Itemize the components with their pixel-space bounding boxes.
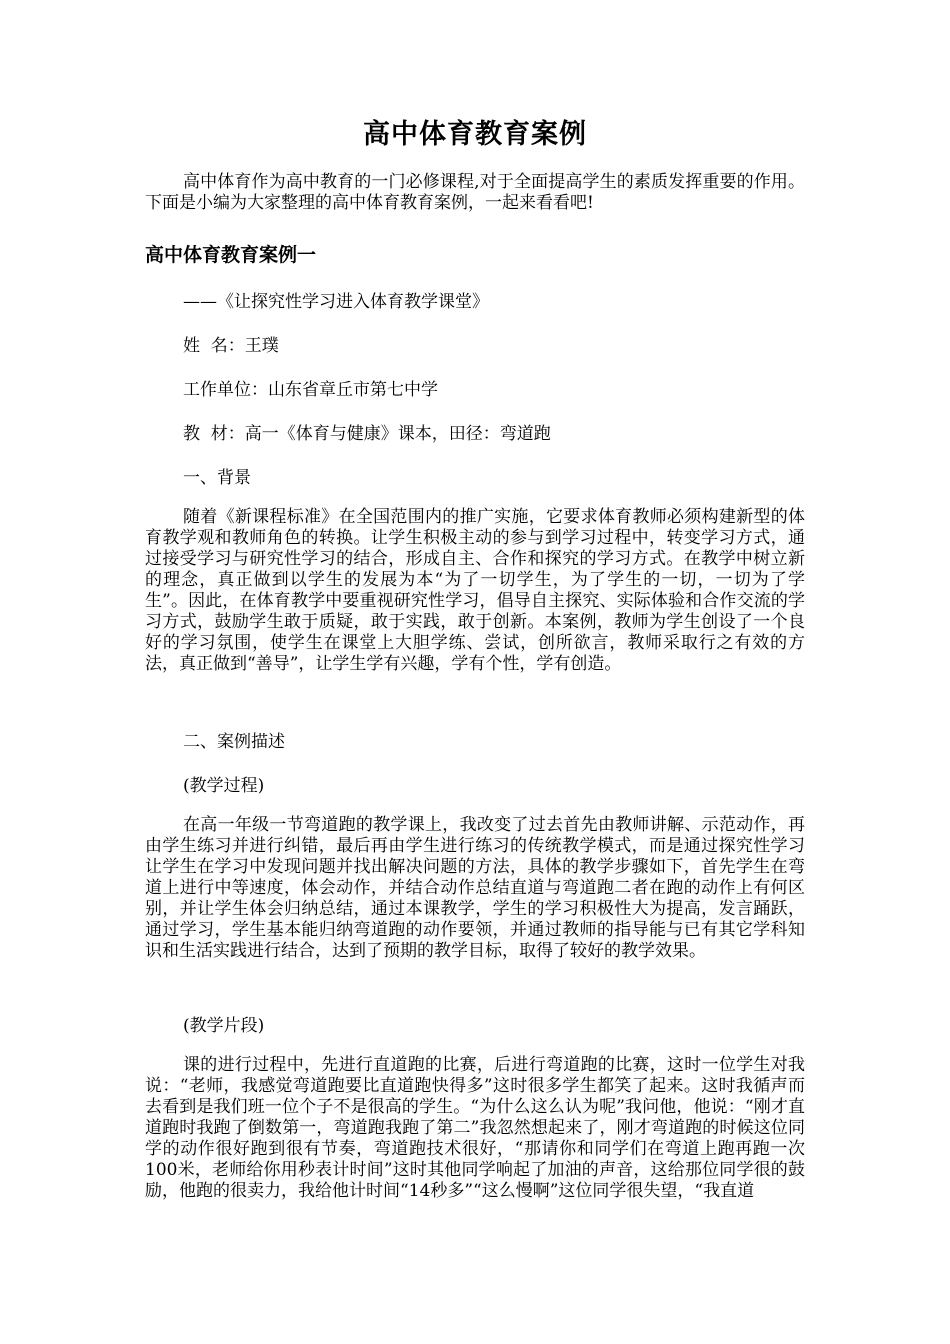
- teaching-fragment-paragraph: 课的进行过程中，先进行直道跑的比赛，后进行弯道跑的比赛，这时一位学生对我说：“老师，我感觉弯道跑要比直道跑快得多”这时很多学生都笑了起来。这时我循声而去看到是我们班一位个子不是很高的学生。“为什么这么认为呢”我问他，他说：“刚才直道跑时我跑了倒数第一，弯道跑我跑了第二”我忽然想起来了，刚才弯道跑的时候这位同学的动作很好跑到很有节奏，弯道跑技术很好，“那请你和同学们在弯道上跑再跑一次100米，老师给你用秒表计时间”这时其他同学响起了加油的声音，这给那位同学很的鼓励，他跑的很卖力，我给他计时间“14秒多”“这么慢啊”这位同学很失望，“我直道: [145, 1055, 805, 1201]
- document-title: 高中体育教育案例: [363, 119, 587, 150]
- teaching-material: 教 材：高一《体育与健康》课本，田径：弯道跑: [183, 424, 551, 444]
- section-background-heading: 一、背景: [183, 468, 251, 488]
- teaching-process-paragraph: 在高一年级一节弯道跑的教学课上，我改变了过去首先由教师讲解、示范动作，再由学生练习并进行纠错，最后再由学生进行练习的传统教学模式，而是通过探究性学习让学生在学习中发现问题并找出解决问题的方法，具体的教学步骤如下，首先学生在弯道上进行中等速度，体会动作，并结合动作总结直道与弯道跑二者在跑的动作上有何区别，并让学生体会归纳总结，通过本课教学，学生的学习积极性大为提高，发言踊跃，通过学习，学生基本能归纳弯道跑的动作要领，并通过教师的指导能与已有其它学科知识和生活实践进行结合，达到了预期的教学目标，取得了较好的教学效果。: [145, 815, 805, 961]
- teaching-process-label: (教学过程): [183, 776, 265, 796]
- intro-paragraph: 高中体育作为高中教育的一门必修课程,对于全面提高学生的素质发挥重要的作用。下面是小编为大家整理的高中体育教育案例，一起来看看吧!: [145, 172, 805, 213]
- case-subtitle: ——《让探究性学习进入体育教学课堂》: [183, 292, 489, 312]
- teaching-fragment-label: (教学片段): [183, 1016, 265, 1036]
- section-description-heading: 二、案例描述: [183, 732, 285, 752]
- work-unit: 工作单位：山东省章丘市第七中学: [183, 380, 438, 400]
- case-heading: 高中体育教育案例一: [145, 244, 317, 266]
- author-name: 姓 名：王璞: [183, 336, 279, 356]
- background-paragraph: 随着《新课程标准》在全国范围内的推广实施，它要求体育教师必须构建新型的体育教学观和教师角色的转换。让学生积极主动的参与到学习过程中，转变学习方式，通过接受学习与研究性学习的结合，形成自主、合作和探究的学习方式。在教学中树立新的理念，真正做到以学生的发展为本“为了一切学生，为了学生的一切，一切为了学生”。因此，在体育教学中要重视研究性学习，倡导自主探究、实际体验和合作交流的学习方式，鼓励学生敢于质疑，敢于实践，敢于创新。本案例，教师为学生创设了一个良好的学习氛围，使学生在课堂上大胆学练、尝试，创所欲言，教师采取行之有效的方法，真正做到“善导”，让学生学有兴趣，学有个性，学有创造。: [145, 507, 805, 674]
